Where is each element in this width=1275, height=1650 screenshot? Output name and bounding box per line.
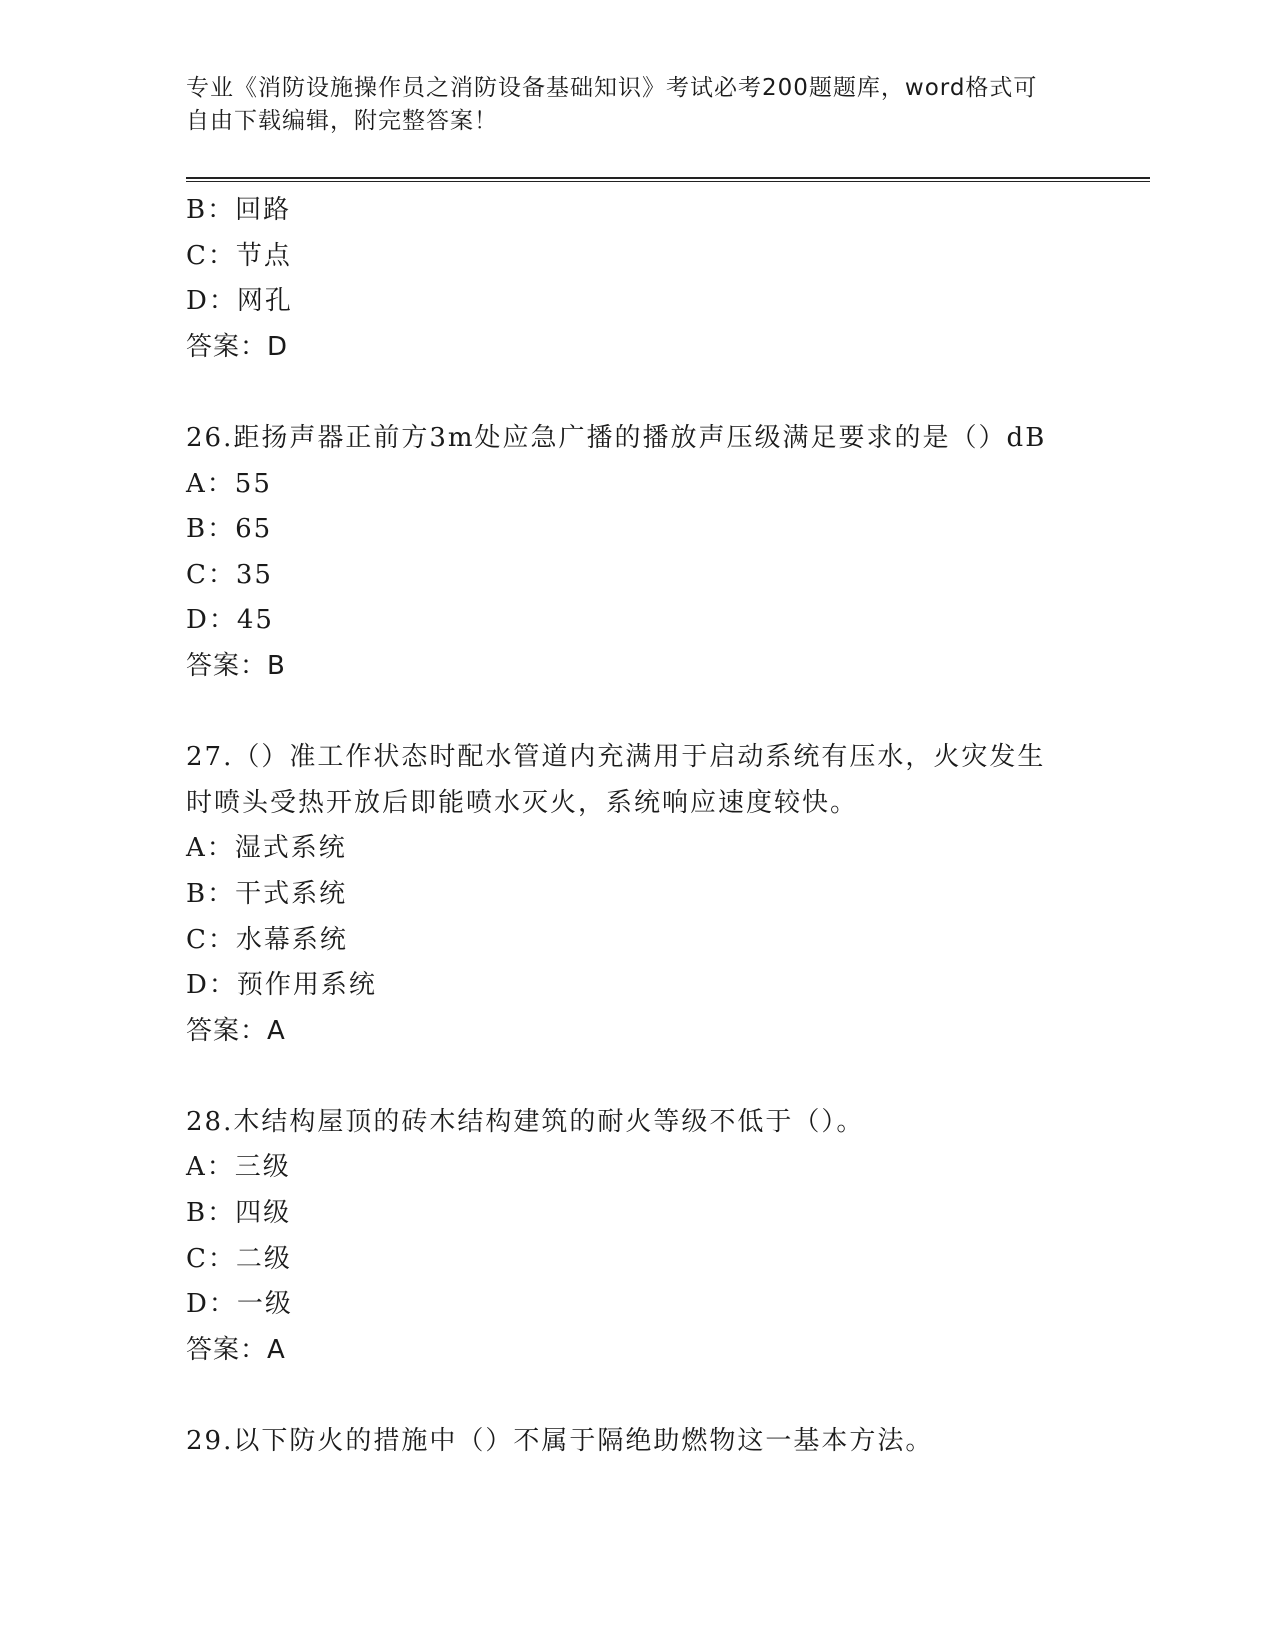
option-b: B：干式系统 — [186, 878, 348, 909]
question-text: 26.距扬声器正前方3m处应急广播的播放声压级满足要求的是（）dB — [186, 422, 1047, 453]
question-text: 28.木结构屋顶的砖木结构建筑的耐火等级不低于（）。 — [186, 1106, 865, 1137]
header-divider — [186, 177, 1150, 182]
option-c: C：35 — [186, 559, 273, 590]
question-list — [186, 188, 1086, 1465]
option-c: C：水幕系统 — [186, 924, 348, 955]
option-d: D：预作用系统 — [186, 970, 377, 1001]
question-text-line-2: 时喷头受热开放后即能喷水灭火，系统响应速度较快。 — [186, 787, 859, 818]
option-c: C：节点 — [186, 240, 292, 271]
question-block-27 — [186, 735, 1086, 1054]
option-d: D：网孔 — [186, 286, 293, 317]
answer-line: 答案：A — [186, 1015, 286, 1046]
question-block-28 — [186, 1100, 1086, 1374]
header-line-1: 专业《消防设施操作员之消防设备基础知识》考试必考200题题库，word格式可 — [186, 75, 1038, 101]
answer-line: 答案：B — [186, 650, 286, 681]
option-b: B：回路 — [186, 195, 292, 225]
question-block-26 — [186, 416, 1086, 690]
header-line-2: 自由下载编辑，附完整答案！ — [186, 108, 498, 134]
option-b: B：65 — [186, 514, 273, 545]
question-block-25 — [186, 188, 1086, 370]
option-b: B：四级 — [186, 1198, 292, 1229]
document-header — [186, 72, 1066, 138]
block-gap — [186, 1054, 1086, 1100]
option-a: A：55 — [186, 468, 272, 499]
option-d: D：45 — [186, 605, 274, 636]
question-text: 29.以下防火的措施中（）不属于隔绝助燃物这一基本方法。 — [186, 1426, 934, 1457]
block-gap — [186, 1373, 1086, 1419]
option-a: A：三级 — [186, 1152, 291, 1183]
block-gap — [186, 690, 1086, 736]
question-block-29 — [186, 1419, 1086, 1465]
option-d: D：一级 — [186, 1289, 293, 1320]
question-text-line-1: 27.（）准工作状态时配水管道内充满用于启动系统有压水，火灾发生 — [186, 742, 1046, 773]
option-a: A：湿式系统 — [186, 833, 347, 864]
answer-line: 答案：D — [186, 331, 289, 362]
answer-line: 答案：A — [186, 1334, 286, 1365]
option-c: C：二级 — [186, 1243, 292, 1274]
block-gap — [186, 370, 1086, 416]
